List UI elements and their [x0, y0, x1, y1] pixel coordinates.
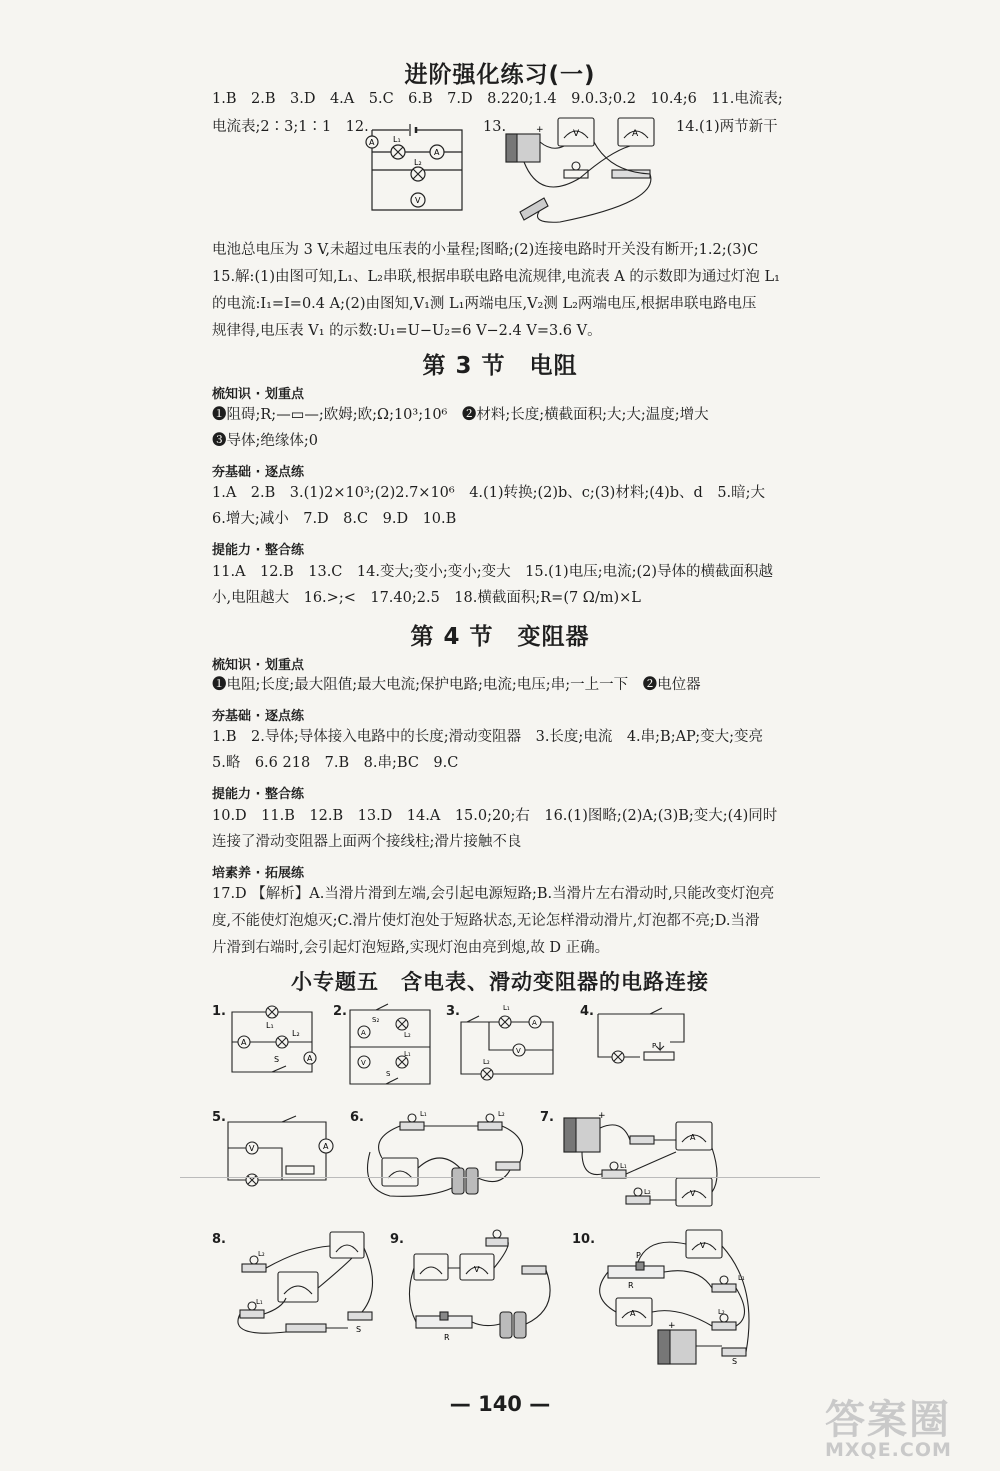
answer-line: ❶电阻;长度;最大阻值;最大电流;保护电路;电流;电压;串;一上一下 ❷电位器 — [212, 677, 701, 693]
question-number: 10. — [572, 1232, 596, 1247]
answer-line: 规律得,电压表 V₁ 的示数:U₁=U−U₂=6 V−2.4 V=3.6 V。 — [212, 323, 602, 339]
answer-line: 电池总电压为 3 V,未超过电压表的小量程;图略;(2)连接电路时开关没有断开;1.2;(3)C — [212, 242, 759, 258]
ammeter-label: A — [361, 1029, 366, 1037]
section-title-rheostat: 第 4 节 变阻器 — [410, 624, 590, 650]
lamp-label: L₂ — [404, 1031, 411, 1039]
subheading: 夯基础 · 逐点练 — [212, 709, 304, 724]
question-number: 9. — [390, 1232, 404, 1247]
ammeter-label: A — [434, 148, 440, 157]
subheading: 培素养 · 拓展练 — [212, 866, 304, 881]
voltmeter-label: V — [700, 1241, 706, 1250]
answer-line: 1.B 2.B 3.D 4.A 5.C 6.B 7.D 8.220;1.4 9.0.3;0.2 10.4;6 11.电流表; — [212, 91, 783, 107]
subheading: 梳知识 · 划重点 — [212, 658, 304, 673]
circuit-sketch-q13 — [500, 112, 670, 232]
terminal-plus: + — [536, 125, 544, 135]
ammeter-label: A — [307, 1054, 313, 1063]
ammeter-label: A — [632, 129, 639, 139]
answer-line: 片滑到右端时,会引起灯泡短路,实现灯泡由亮到熄,故 D 正确。 — [212, 940, 610, 956]
answer-line: 的电流:I₁=I=0.4 A;(2)由图知,V₁测 L₁两端电压,V₂测 L₂两端电压,根据串联电路电压 — [212, 296, 757, 312]
question-number: 3. — [446, 1004, 460, 1019]
circuit-sketch-8 — [222, 1228, 387, 1343]
rheostat-label: R — [628, 1281, 634, 1290]
subheading: 梳知识 · 划重点 — [212, 387, 304, 402]
switch-label: S — [274, 1055, 280, 1064]
lamp-label: L₂ — [498, 1110, 505, 1118]
ammeter-label: A — [369, 138, 375, 147]
lamp-label: L₁ — [738, 1274, 745, 1282]
lamp-label: L₂ — [414, 158, 422, 167]
ammeter-label: A — [532, 1019, 537, 1027]
lamp-label: L₂ — [644, 1188, 651, 1196]
terminal-plus: + — [668, 1321, 676, 1331]
voltmeter-label: V — [690, 1189, 696, 1198]
answer-line: 6.增大;减小 7.D 8.C 9.D 10.B — [212, 511, 457, 527]
circuit-diagram-4 — [590, 1002, 690, 1067]
lamp-label: L₁ — [393, 135, 401, 144]
slider-label: P — [652, 1042, 657, 1050]
lamp-label: L₂ — [292, 1029, 300, 1038]
answer-line: 10.D 11.B 12.B 13.D 14.A 15.0;20;右 16.(1)图略;(2)A;(3)B;变大;(4)同时 — [212, 808, 778, 824]
question-number: 4. — [580, 1004, 594, 1019]
lamp-label: L₂ — [258, 1250, 265, 1258]
watermark-logo — [825, 1388, 995, 1468]
question-number: 8. — [212, 1232, 226, 1247]
voltmeter-label: V — [474, 1265, 480, 1274]
voltmeter-label: V — [516, 1047, 521, 1055]
answer-line: 11.A 12.B 13.C 14.变大;变小;变小;变大 15.(1)电压;电流;(2)导体的横截面积越 — [212, 564, 774, 580]
circuit-diagram-2 — [342, 1002, 437, 1090]
watermark-text: 答案圈 — [825, 1397, 951, 1443]
circuit-sketch-7 — [552, 1108, 727, 1223]
answer-line: 13. — [483, 119, 507, 135]
switch-label: S — [356, 1325, 362, 1334]
circuit-diagram-q12 — [352, 120, 477, 220]
voltmeter-label: V — [361, 1059, 366, 1067]
voltmeter-label: V — [249, 1144, 255, 1153]
switch-label: S — [386, 1070, 391, 1078]
lamp-label: L₁ — [404, 1050, 411, 1058]
answer-line: 度,不能使灯泡熄灭;C.滑片使灯泡处于短路状态,无论怎样滑动滑片,灯泡都不亮;D.当滑 — [212, 913, 760, 929]
switch-label: S — [732, 1357, 738, 1366]
answer-line: 小,电阻越大 16.>;< 17.40;2.5 18.横截面积;R=(7 Ω/m)×L — [212, 590, 641, 606]
divider — [180, 1177, 820, 1178]
ammeter-label: A — [690, 1133, 696, 1142]
section-title-circuit-connection: 小专题五 含电表、滑动变阻器的电路连接 — [291, 970, 709, 994]
lamp-label: L₁ — [620, 1162, 627, 1170]
answer-line: 15.解:(1)由图可知,L₁、L₂串联,根据串联电路电流规律,电流表 A 的示数即为通过灯泡 L₁ — [212, 269, 780, 285]
terminal-plus: + — [598, 1111, 606, 1121]
answer-line: 电流表;2∶3;1∶1 12. — [212, 119, 369, 135]
slider-label: P — [636, 1251, 641, 1260]
voltmeter-label: V — [415, 196, 421, 205]
voltmeter-label: V — [573, 129, 580, 139]
answer-line: 14.(1)两节新干 — [676, 119, 778, 135]
answer-line: 1.A 2.B 3.(1)2×10³;(2)2.7×10⁶ 4.(1)转换;(2)b、c;(3)材料;(4)b、d 5.暗;大 — [212, 485, 766, 501]
circuit-sketch-10 — [588, 1226, 758, 1366]
switch-label: S₂ — [372, 1016, 380, 1024]
ammeter-label: A — [630, 1309, 636, 1318]
watermark-url: MXQE.COM — [825, 1439, 952, 1461]
circuit-sketch-6 — [360, 1108, 530, 1203]
lamp-label: L₂ — [483, 1058, 490, 1066]
lamp-label: L₁ — [420, 1110, 427, 1118]
rheostat-label: R — [444, 1333, 450, 1342]
answer-line: 1.B 2.导体;导体接入电路中的长度;滑动变阻器 3.长度;电流 4.串;B;AP;变大;变亮 — [212, 729, 764, 745]
ammeter-label: A — [323, 1142, 329, 1151]
question-number: 6. — [350, 1110, 364, 1125]
question-number: 1. — [212, 1004, 226, 1019]
answer-line: ❸导体;绝缘体;0 — [212, 433, 318, 449]
lamp-label: L₁ — [266, 1021, 274, 1030]
subheading: 夯基础 · 逐点练 — [212, 465, 304, 480]
section-title-advanced-practice: 进阶强化练习(一) — [404, 62, 596, 88]
section-title-resistance: 第 3 节 电阻 — [422, 353, 578, 379]
lamp-label: L₁ — [256, 1298, 263, 1306]
question-number: 5. — [212, 1110, 226, 1125]
circuit-diagram-1 — [222, 1002, 322, 1080]
page-number: — 140 — — [449, 1392, 551, 1416]
subheading: 提能力 · 整合练 — [212, 787, 304, 802]
circuit-sketch-9 — [400, 1228, 560, 1343]
subheading: 提能力 · 整合练 — [212, 543, 304, 558]
circuit-diagram-5 — [222, 1108, 337, 1188]
answer-line: 连接了滑动变阻器上面两个接线柱;滑片接触不良 — [212, 834, 522, 850]
answer-line: 5.略 6.6 218 7.B 8.串;BC 9.C — [212, 755, 459, 771]
lamp-label: L₁ — [503, 1004, 510, 1012]
lamp-label: L₂ — [718, 1308, 725, 1316]
circuit-diagram-3 — [455, 1002, 560, 1082]
question-number: 7. — [540, 1110, 554, 1125]
ammeter-label: A — [241, 1038, 247, 1047]
answer-line: ❶阻碍;R;—▭—;欧姆;欧;Ω;10³;10⁶ ❷材料;长度;横截面积;大;大;温度;增大 — [212, 407, 709, 423]
answer-line: 17.D 【解析】A.当滑片滑到左端,会引起电源短路;B.当滑片左右滑动时,只能改变灯泡亮 — [212, 886, 775, 902]
question-number: 2. — [333, 1004, 347, 1019]
